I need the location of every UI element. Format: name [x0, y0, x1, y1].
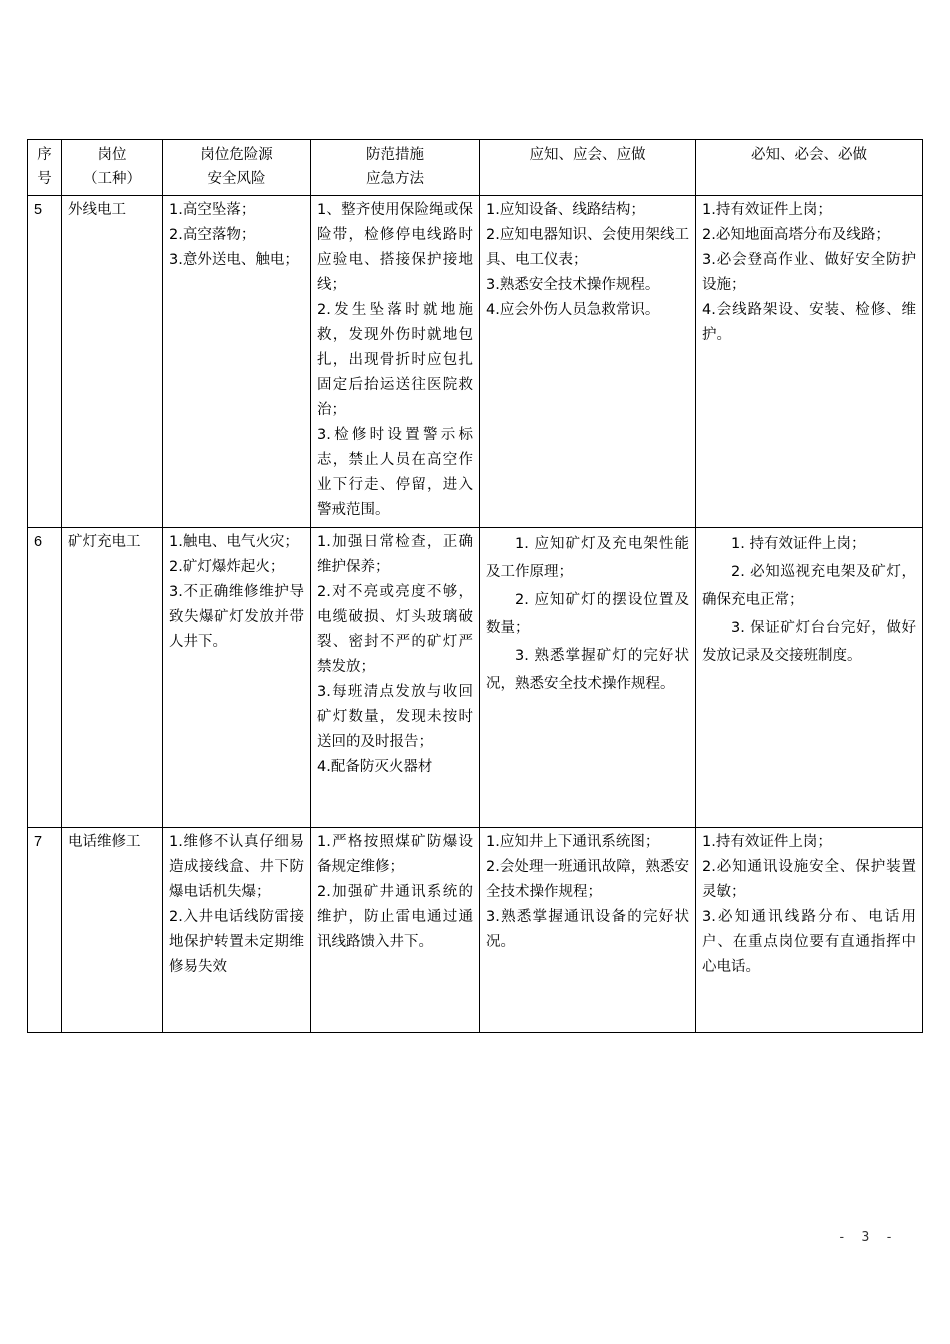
row-risks: [163, 828, 311, 1033]
row-seq: 5: [28, 196, 62, 528]
must-item: 2. 必知巡视充电架及矿灯，确保充电正常；: [702, 564, 916, 608]
table-row: [28, 196, 923, 528]
header-measures: 防范措施 应急方法: [311, 140, 480, 196]
must-item: 1. 持有效证件上岗；: [731, 536, 866, 552]
must-item: 3. 保证矿灯台台完好，做好发放记录及交接班制度。: [702, 620, 916, 664]
risk-item: 1.高空坠落；: [169, 202, 256, 218]
measure-item: 1、整齐使用保险绳或保险带，检修停电线路时应验电、搭接保护接地线；: [317, 202, 473, 293]
row-should: [480, 828, 696, 1033]
measure-item: 3.检修时设置警示标志，禁止人员在高空作业下行走、停留，进入警戒范围。: [317, 427, 473, 518]
risk-item: 1.维修不认真仔细易造成接线盒、井下防爆电话机失爆；: [169, 834, 304, 900]
should-item: 2.应知电器知识、会使用架线工具、电工仪表；: [486, 227, 689, 268]
row-measures: [311, 828, 480, 1033]
row-measures: [311, 196, 480, 528]
risk-item: 2.入井电话线防雷接地保护转置未定期维修易失效: [169, 909, 304, 975]
measure-item: 1.严格按照煤矿防爆设备规定维修；: [317, 834, 473, 875]
row-must: [696, 196, 923, 528]
measure-item: 2.对不亮或亮度不够，电缆破损、灯头玻璃破裂、密封不严的矿灯严禁发放；: [317, 584, 473, 675]
risk-item: 3.意外送电、触电；: [169, 252, 299, 268]
should-item: 3.熟悉掌握通讯设备的完好状况。: [486, 909, 689, 950]
row-job: 矿灯充电工: [62, 528, 163, 828]
risk-item: 3.不正确维修维护导致失爆矿灯发放并带人井下。: [169, 584, 304, 650]
table-row: [28, 528, 923, 828]
must-item: 4.会线路架设、安装、检修、维护。: [702, 302, 916, 343]
should-item: 1.应知井上下通讯系统图；: [486, 834, 660, 850]
row-job: 外线电工: [62, 196, 163, 528]
should-item: 4.应会外伤人员急救常识。: [486, 302, 660, 318]
hazard-table: [27, 139, 923, 1033]
should-item: 1. 应知矿灯及充电架性能及工作原理；: [486, 536, 689, 580]
should-item: 1.应知设备、线路结构；: [486, 202, 645, 218]
measure-item: 4.配备防灭火器材: [317, 759, 433, 775]
row-seq: 6: [28, 528, 62, 828]
must-item: 2.必知通讯设施安全、保护装置灵敏；: [702, 859, 916, 900]
row-risks: [163, 528, 311, 828]
risk-item: 2.高空落物；: [169, 227, 256, 243]
must-item: 1.持有效证件上岗；: [702, 834, 832, 850]
measure-item: 2.发生坠落时就地施救，发现外伤时就地包扎，出现骨折时应包扎固定后抬运送往医院救治；: [317, 302, 473, 418]
page-number: - 3 -: [837, 1230, 897, 1245]
row-should: [480, 528, 696, 828]
risk-item: 2.矿灯爆炸起火；: [169, 559, 285, 575]
header-row: [28, 140, 923, 196]
should-item: 2.会处理一班通讯故障，熟悉安全技术操作规程；: [486, 859, 689, 900]
should-item: 2. 应知矿灯的摆设位置及数量；: [486, 592, 689, 636]
risk-item: 1.触电、电气火灾；: [169, 534, 299, 550]
row-job: 电话维修工: [62, 828, 163, 1033]
header-risks: 岗位危险源 安全风险: [163, 140, 311, 196]
header-job: 岗位 （工种）: [62, 140, 163, 196]
header-seq: 序 号: [28, 140, 62, 196]
must-item: 3.必会登高作业、做好安全防护设施；: [702, 252, 916, 293]
row-must: [696, 528, 923, 828]
must-item: 3.必知通讯线路分布、电话用户、在重点岗位要有直通指挥中心电话。: [702, 909, 916, 975]
measure-item: 3.每班清点发放与收回矿灯数量，发现未按时送回的及时报告；: [317, 684, 473, 750]
row-measures: [311, 528, 480, 828]
must-item: 2.必知地面高塔分布及线路；: [702, 227, 890, 243]
should-item: 3.熟悉安全技术操作规程。: [486, 277, 660, 293]
row-must: [696, 828, 923, 1033]
header-should: 应知、应会、应做: [480, 140, 696, 196]
header-must: 必知、必会、必做: [696, 140, 923, 196]
measure-item: 2.加强矿井通讯系统的维护，防止雷电通过通讯线路馈入井下。: [317, 884, 473, 950]
should-item: 3. 熟悉掌握矿灯的完好状况，熟悉安全技术操作规程。: [486, 648, 689, 692]
row-should: [480, 196, 696, 528]
measure-item: 1.加强日常检查，正确维护保养；: [317, 534, 473, 575]
table-row: [28, 828, 923, 1033]
must-item: 1.持有效证件上岗；: [702, 202, 832, 218]
row-risks: [163, 196, 311, 528]
row-seq: 7: [28, 828, 62, 1033]
